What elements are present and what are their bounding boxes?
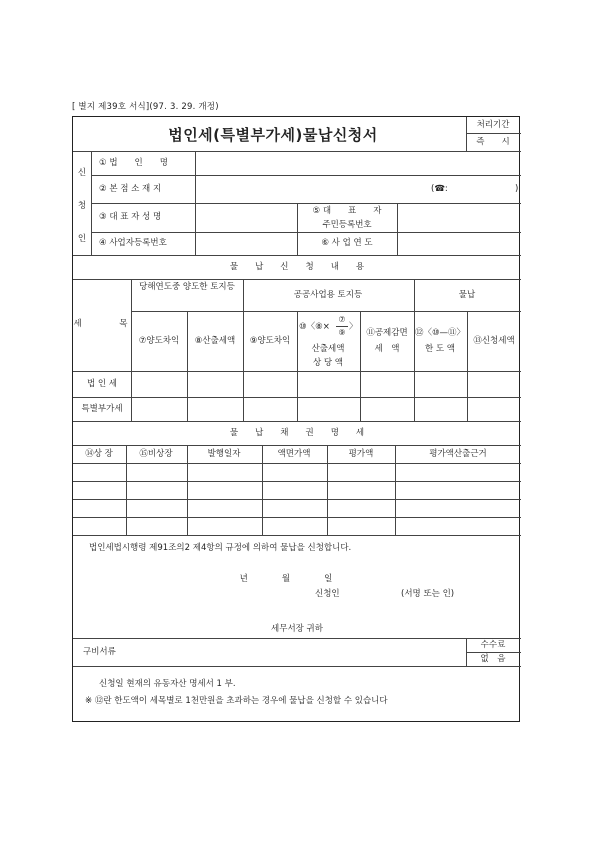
request-row-2-fields[interactable] — [132, 398, 520, 420]
hq-address-label: ② 본 점 소 재 지 — [99, 184, 162, 194]
signer-label: 신청인 — [315, 589, 340, 599]
col-8-header: ⑧산출세액 — [194, 336, 236, 346]
required-doc-item: 신청일 현재의 유동자산 명세서 1 부. — [99, 679, 236, 689]
col-12-header-2: 한 도 액 — [424, 344, 456, 354]
col-10-line3: 상 당 액 — [312, 358, 344, 368]
col-10-denominator: ⑨ — [338, 328, 346, 337]
col-10-prefix: ⑩〈⑧× — [299, 322, 330, 332]
sign-note: (서명 또는 인) — [401, 589, 455, 599]
col-11-header-2: 세 액 — [374, 344, 400, 354]
bond-section-title: 물 납 채 권 명 세 — [229, 428, 365, 438]
group-public-project-header: 공공사업용 토지등 — [293, 290, 363, 300]
row-corporate-tax-label: 법 인 세 — [86, 379, 118, 389]
biz-reg-label: ④ 사업자등록번호 — [99, 238, 167, 248]
biz-year-field[interactable] — [398, 233, 520, 254]
applicant-char-1: 신 — [77, 168, 87, 178]
applicant-char-3: 인 — [77, 234, 87, 244]
col-13-header: ⑬신청세액 — [473, 336, 515, 346]
phone-close: ) — [515, 184, 519, 194]
rep-name-label: ③ 대 표 자 성 명 — [99, 212, 162, 222]
rep-reg-label: ⑤ 대 표 자 — [312, 206, 382, 216]
request-row-1-fields[interactable] — [132, 372, 520, 396]
fee-value: 없 음 — [480, 654, 506, 664]
bond-col-unlisted: ⑮비상장 — [139, 449, 173, 459]
corp-name-field[interactable] — [196, 152, 520, 174]
applicant-char-2: 청 — [77, 201, 87, 211]
rep-reg-label-2: 주민등록번호 — [322, 220, 372, 230]
col-7-header: ⑦양도차익 — [138, 336, 180, 346]
required-docs-label: 구비서류 — [83, 647, 116, 657]
phone-label: (☎: — [431, 184, 448, 194]
rep-reg-field[interactable] — [398, 204, 520, 231]
col-10-suffix: 〉 — [349, 322, 358, 332]
fee-label: 수수료 — [480, 640, 506, 650]
row-special-surtax-label: 특별부가세 — [81, 404, 123, 414]
processing-period-value: 즉 시 — [476, 137, 510, 147]
bond-col-listed: ⑭상 장 — [85, 449, 113, 459]
statement-text: 법인세법시행령 제91조의2 제4항의 규정에 의하여 물납을 신청합니다. — [89, 543, 352, 553]
rep-name-field[interactable] — [196, 204, 296, 231]
footnote: ※ ⑫란 한도액이 세목별로 1천만원을 초과하는 경우에 물납을 신청할 수 있습니다 — [85, 696, 388, 706]
col-10-line2: 산출세액 — [311, 344, 345, 354]
hq-address-field[interactable] — [196, 176, 520, 202]
application-form — [72, 116, 520, 722]
col-9-header: ⑨양도차익 — [249, 336, 291, 346]
processing-period-label: 처리기간 — [476, 120, 510, 130]
corp-name-label: ① 법 인 명 — [99, 158, 168, 168]
bond-table-body[interactable] — [74, 464, 520, 534]
biz-reg-field[interactable] — [196, 233, 296, 254]
bond-col-appraised-value: 평가액 — [348, 449, 374, 459]
bond-col-face-value: 액면가액 — [277, 449, 311, 459]
biz-year-label: ⑥ 사 업 연 도 — [321, 238, 373, 248]
bond-col-issue-date: 발행일자 — [207, 449, 241, 459]
group-in-kind-header: 물납 — [458, 290, 476, 300]
tax-item-header: 세 목 — [73, 319, 131, 329]
addressee: 세무서장 귀하 — [271, 624, 323, 634]
col-10-numerator: ⑦ — [338, 315, 346, 324]
signature-field[interactable] — [343, 585, 399, 601]
col-11-header: ⑪공제감면 — [366, 328, 408, 338]
form-number: [ 별지 제39호 서식](97. 3. 29. 개정) — [72, 102, 219, 112]
request-section-title: 물 납 신 청 내 용 — [229, 262, 365, 272]
date-line: 년 월 일 — [239, 574, 333, 584]
group-current-year-header: 당해연도중 양도한 토지등 — [139, 282, 235, 292]
form-title: 법인세(특별부가세)물납신청서 — [168, 126, 378, 144]
bond-col-basis: 평가액산출근거 — [429, 449, 487, 459]
col-12-header: ⑫〈⑩—⑪〉 — [414, 328, 466, 338]
